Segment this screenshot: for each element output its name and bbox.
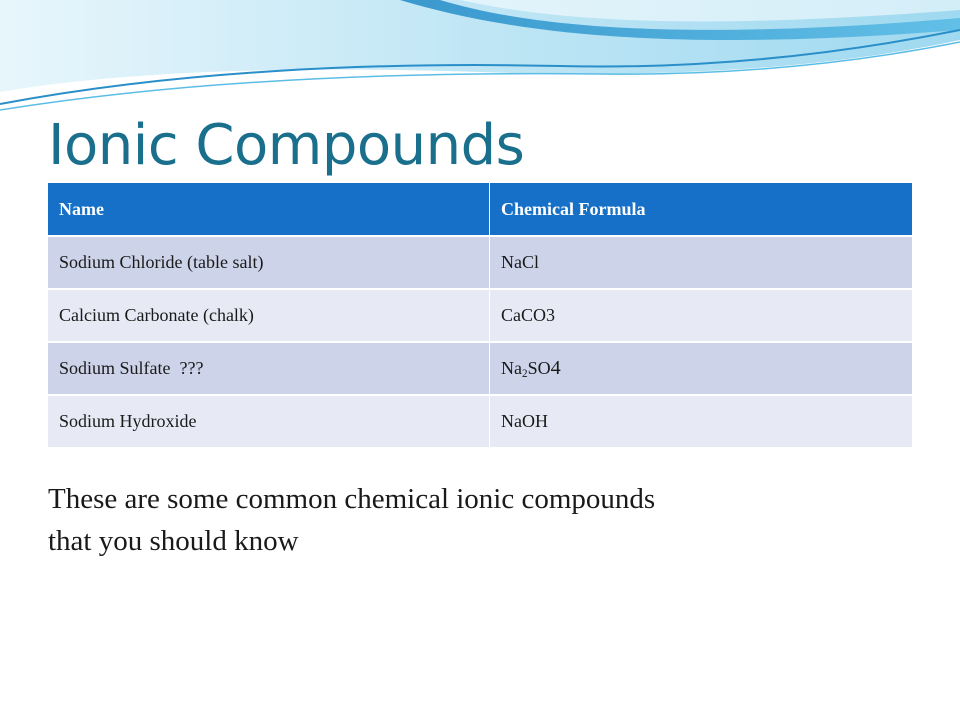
compound-name: Sodium Sulfate ??? [48, 343, 490, 396]
table-row [48, 237, 912, 290]
formula-part: SO [527, 358, 551, 378]
compounds-table [48, 183, 912, 449]
table-header-row [48, 183, 912, 237]
compound-name: Sodium Hydroxide [48, 396, 490, 449]
header-name: Name [48, 183, 490, 237]
table-row [48, 343, 912, 396]
table-row [48, 396, 912, 449]
formula-subscript: 2 [522, 367, 528, 380]
compounds-table-container [48, 183, 912, 449]
formula-part: Na [501, 358, 522, 378]
compound-name: Sodium Chloride (table salt) [48, 237, 490, 290]
body-line: These are some common chemical ionic compounds [48, 483, 656, 515]
slide-title: Ionic Compounds [48, 113, 525, 178]
body-text [48, 478, 908, 562]
compound-name: Calcium Carbonate (chalk) [48, 290, 490, 343]
compound-formula: NaOH [490, 396, 912, 449]
compound-formula: CaCO3 [490, 290, 912, 343]
table-row [48, 290, 912, 343]
body-line: that you should know [48, 525, 299, 557]
wave-decoration [0, 0, 960, 120]
compound-formula: NaCl [490, 237, 912, 290]
compound-formula [490, 343, 912, 396]
header-formula: Chemical Formula [490, 183, 912, 237]
formula-part: 4 [550, 357, 561, 379]
